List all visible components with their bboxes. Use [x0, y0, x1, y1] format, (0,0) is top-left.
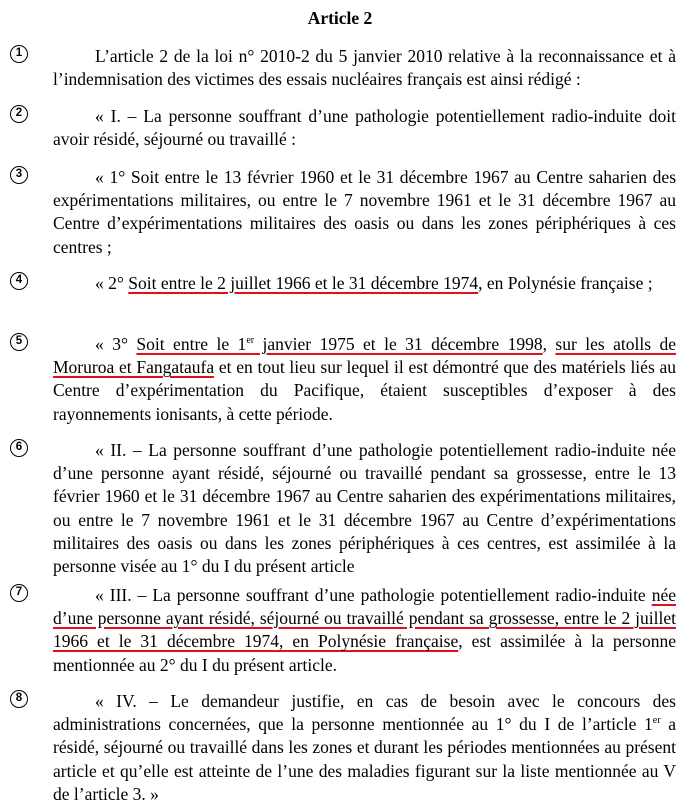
p7-prefix: « III. – La personne souffrant d’une pathologie potentiellement radio-induite [95, 585, 652, 605]
p5-highlight-period-b: janvier 1975 et le 31 décembre 1998 [254, 334, 543, 354]
p7-highlight: née d’une personne ayant résidé, séjourné ou travaillé pendant sa grossesse, entre le 2 juillet 1966 et le 31 décembre 1974, en Polynésie française [53, 585, 676, 652]
paragraph-number-2: 2 [10, 105, 28, 123]
p5-comma: , [542, 334, 556, 354]
p8-part-1: « IV. – Le demandeur justifie, en cas de besoin avec le concours des administrations concernées, que la personne mentionnée au 1° du I de l’article 1 [53, 691, 676, 735]
p5-highlight-period-a: Soit entre le 1 [136, 334, 247, 354]
paragraph-number-7: 7 [10, 584, 28, 602]
paragraph-8-text [53, 690, 676, 806]
p5-prefix: « 3° [95, 334, 137, 354]
paragraph-number-6: 6 [10, 439, 28, 457]
paragraph-number-1: 1 [10, 45, 28, 63]
p5-highlight-atolls: sur les atolls de Moruroa et Fangataufa [53, 334, 677, 378]
p4-highlight-period: Soit entre le 2 juillet 1966 et le 31 décembre 1974 [128, 273, 479, 293]
p8-superscript: er [652, 715, 661, 727]
paragraph-2-text: « I. – La personne souffrant d’une pathologie potentiellement radio-induite doit avoir résidé, séjourné ou travaillé : [53, 106, 676, 150]
paragraph-number-4: 4 [10, 272, 28, 290]
p4-prefix: « 2° [95, 273, 129, 293]
paragraph-4-text [53, 272, 676, 295]
p5-superscript: er [246, 335, 255, 346]
article-title: Article 2 [307, 8, 373, 28]
paragraph-number-5: 5 [10, 333, 28, 351]
p7-suffix: , est assimilée à la personne mentionnée au 2° du I du présent article. [53, 631, 676, 675]
paragraph-5-text [53, 333, 676, 426]
p5-suffix: et en tout lieu sur lequel il est démontré que des matériels liés au Centre d’expérimentation du Pacifique, étaient susceptibles d’exposer à des rayonnements ionisants, à cette période. [53, 357, 677, 424]
p4-suffix: , en Polynésie française ; [478, 273, 653, 293]
paragraph-3-text: « 1° Soit entre le 13 février 1960 et le 31 décembre 1967 au Centre saharien des expérimentations militaires, ou entre le 7 novembre 1961 et le 31 décembre 1967 au Centre d’expérimentations militaires des oasis ou dans les zones périphériques à ces centres ; [53, 167, 676, 257]
paragraph-6-text: « II. – La personne souffrant d’une pathologie potentiellement radio-induite née d’une personne ayant résidé, séjourné ou travaillé pendant sa grossesse, entre le 13 février 1960 et le 31 décembre 1967 au Centre saharien des expérimentations militaires, ou entre le 7 novembre 1961 et le 31 décembre 1967 au Centre d’expérimentations militaires des oasis ou dans les zones périphériques à ces centres, est assimilée à la personne visée au 1° du I du présent article [53, 440, 676, 577]
paragraph-number-3: 3 [10, 166, 28, 184]
paragraph-number-8: 8 [10, 690, 28, 708]
paragraph-1-text: L’article 2 de la loi n° 2010-2 du 5 janvier 2010 relative à la reconnaissance et à l’indemnisation des victimes des essais nucléaires français est ainsi rédigé : [53, 46, 676, 90]
p5-highlight-period [136, 334, 542, 354]
p8-part-2: a résidé, séjourné ou travaillé dans les zones et durant les périodes mentionnées au présent article et qu’elle est atteinte de l’une des maladies figurant sur la liste mentionnée au V de l’article 3. » [53, 714, 676, 804]
paragraph-7-text [53, 584, 676, 677]
